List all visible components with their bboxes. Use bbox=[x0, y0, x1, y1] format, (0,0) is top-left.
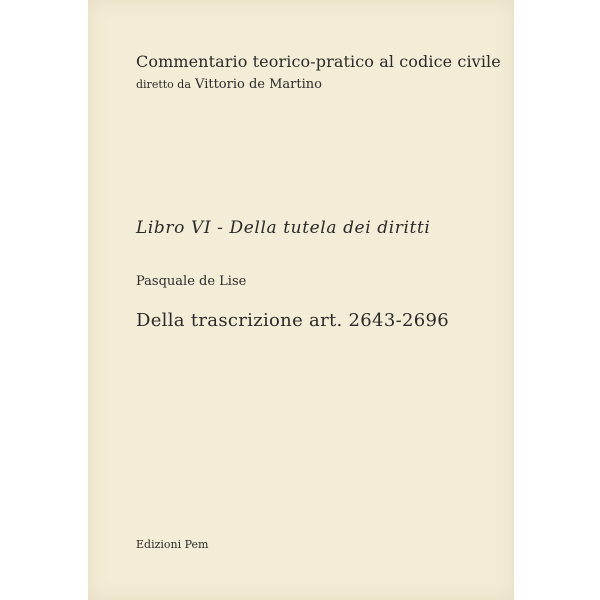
director-prefix: diretto da bbox=[136, 78, 191, 91]
publisher-name: Edizioni Pem bbox=[136, 538, 209, 551]
director-line bbox=[136, 78, 322, 91]
work-title: Della trascrizione art. 2643-2696 bbox=[136, 310, 449, 331]
series-title: Commentario teorico-pratico al codice civile bbox=[136, 52, 501, 71]
director-name: Vittorio de Martino bbox=[195, 77, 322, 92]
book-title: Libro VI - Della tutela dei diritti bbox=[136, 218, 431, 238]
title-page bbox=[88, 0, 514, 600]
author-name: Pasquale de Lise bbox=[136, 274, 247, 289]
